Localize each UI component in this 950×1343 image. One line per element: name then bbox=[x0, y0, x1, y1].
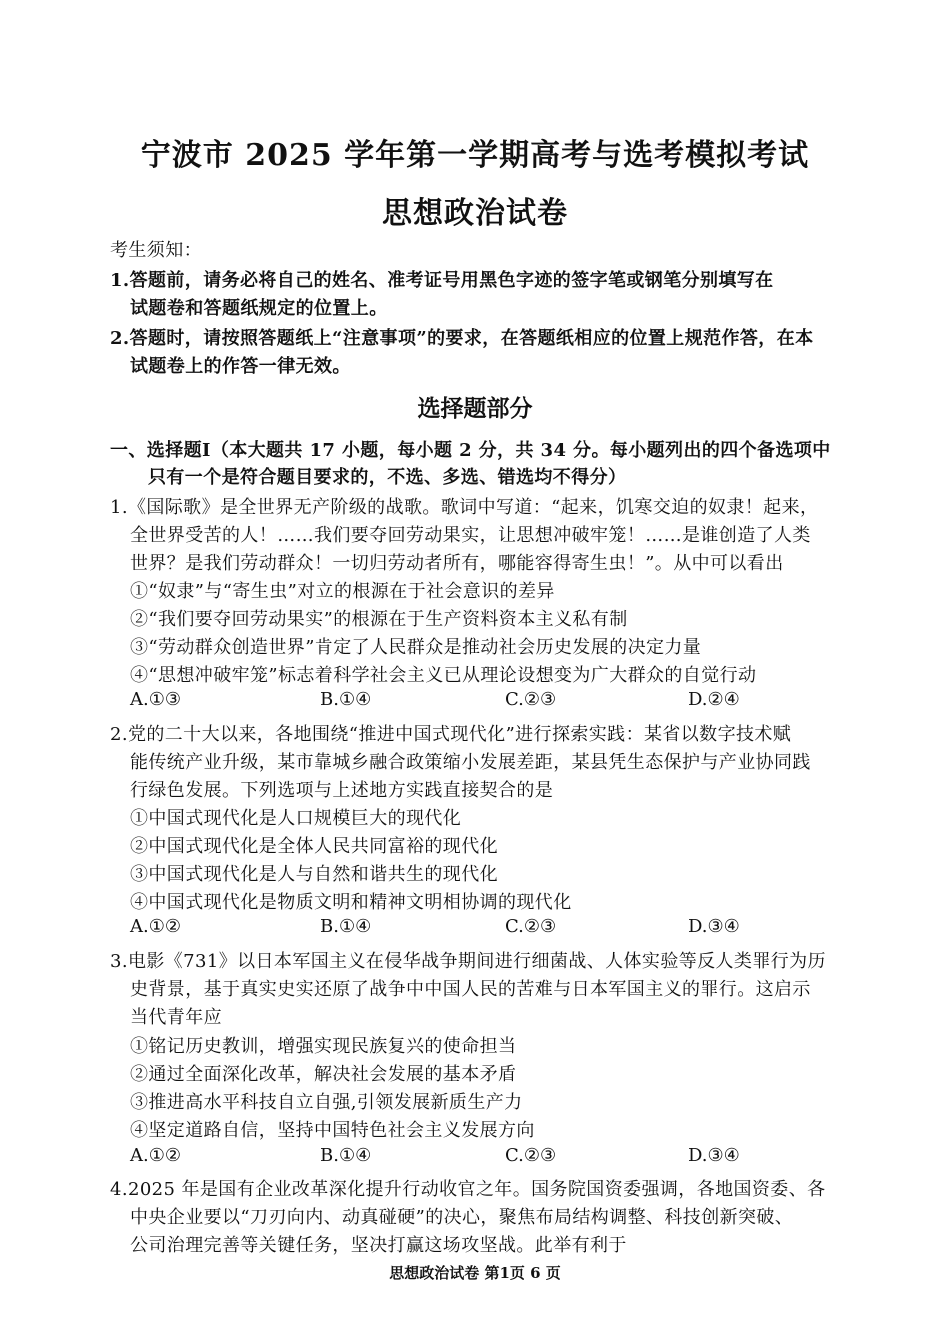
question-3-statement: ③推进高水平科技自立自强,引领发展新质生产力 bbox=[130, 1092, 523, 1113]
question-3-statement: ②通过全面深化改革，解决社会发展的基本矛盾 bbox=[130, 1064, 517, 1085]
question-2-statement: ②中国式现代化是全体人民共同富裕的现代化 bbox=[130, 836, 498, 857]
question-3-line: 3.电影《731》以日本军国主义在侵华战争期间进行细菌战、人体实验等反人类罪行为历 bbox=[110, 951, 826, 972]
question-2-statement: ④中国式现代化是物质文明和精神文明相协调的现代化 bbox=[130, 892, 572, 913]
question-3-option-d: D.③④ bbox=[688, 1145, 740, 1166]
question-3-option-a: A.①② bbox=[130, 1145, 181, 1166]
question-1-option-b: B.①④ bbox=[320, 689, 372, 710]
notice-item-2: 2.答题时，请按照答题纸上“注意事项”的要求，在答题纸相应的位置上规范作答，在本 bbox=[110, 328, 814, 349]
question-2-option-c: C.②③ bbox=[505, 916, 557, 937]
question-3-option-c: C.②③ bbox=[505, 1145, 557, 1166]
notice-item-1-cont: 试题卷和答题纸规定的位置上。 bbox=[130, 298, 388, 319]
question-1-option-d: D.②④ bbox=[688, 689, 740, 710]
page-footer: 思想政治试卷 第1页 6 页 bbox=[389, 1264, 561, 1282]
question-2-line: 行绿色发展。下列选项与上述地方实践直接契合的是 bbox=[130, 780, 554, 801]
question-1-line: 1.《国际歌》是全世界无产阶级的战歌。歌词中写道：“起来，饥寒交迫的奴隶！起来， bbox=[110, 497, 819, 518]
question-3-line: 当代青年应 bbox=[130, 1007, 222, 1028]
question-1-line: 全世界受苦的人！……我们要夺回劳动果实，让思想冲破牢笼！……是谁创造了人类 bbox=[130, 525, 811, 546]
question-1-statement: ④“思想冲破牢笼”标志着科学社会主义已从理论设想变为广大群众的自觉行动 bbox=[130, 665, 757, 686]
notice-item-1: 1.答题前，请务必将自己的姓名、准考证号用黑色字迹的签字笔或钢笔分别填写在 bbox=[110, 270, 774, 291]
question-1-statement: ③“劳动群众创造世界”肯定了人民群众是推动社会历史发展的决定力量 bbox=[130, 637, 702, 658]
question-3-option-b: B.①④ bbox=[320, 1145, 372, 1166]
section-title: 选择题部分 bbox=[417, 395, 533, 422]
question-3-statement: ①铭记历史教训，增强实现民族复兴的使命担当 bbox=[130, 1036, 517, 1057]
question-3-statement: ④坚定道路自信，坚持中国特色社会主义发展方向 bbox=[130, 1120, 535, 1141]
question-1-line: 世界？是我们劳动群众！一切归劳动者所有，哪能容得寄生虫！”。从中可以看出 bbox=[130, 553, 784, 574]
notice-heading: 考生须知： bbox=[110, 240, 202, 261]
question-2-line: 2.党的二十大以来，各地围绕“推进中国式现代化”进行探索实践：某省以数字技术赋 bbox=[110, 724, 792, 745]
exam-subtitle: 思想政治试卷 bbox=[382, 196, 568, 231]
question-2-line: 能传统产业升级，某市靠城乡融合政策缩小发展差距，某县凭生态保护与产业协同践 bbox=[130, 752, 811, 773]
notice-item-2-cont: 试题卷上的作答一律无效。 bbox=[130, 356, 351, 377]
question-2-statement: ③中国式现代化是人与自然和谐共生的现代化 bbox=[130, 864, 498, 885]
question-1-statement: ①“奴隶”与“寄生虫”对立的根源在于社会意识的差异 bbox=[130, 581, 555, 602]
exam-title: 宁波市 2025 学年第一学期高考与选考模拟考试 bbox=[140, 138, 810, 173]
question-2-option-b: B.①④ bbox=[320, 916, 372, 937]
question-2-option-a: A.①② bbox=[130, 916, 181, 937]
part-instructions-cont: 只有一个是符合题目要求的，不选、多选、错选均不得分） bbox=[148, 467, 627, 488]
question-2-option-d: D.③④ bbox=[688, 916, 740, 937]
question-1-option-a: A.①③ bbox=[130, 689, 181, 710]
question-4-line: 公司治理完善等关键任务，坚决打赢这场攻坚战。此举有利于 bbox=[130, 1235, 627, 1256]
part-instructions: 一、选择题Ⅰ（本大题共 17 小题，每小题 2 分，共 34 分。每小题列出的四个备选项中 bbox=[110, 440, 831, 461]
question-4-line: 中央企业要以“刀刃向内、动真碰硬”的决心，聚焦布局结构调整、科技创新突破、 bbox=[130, 1207, 794, 1228]
question-2-statement: ①中国式现代化是人口规模巨大的现代化 bbox=[130, 808, 462, 829]
question-3-line: 史背景，基于真实史实还原了战争中中国人民的苦难与日本军国主义的罪行。这启示 bbox=[130, 979, 811, 1000]
question-1-statement: ②“我们要夺回劳动果实”的根源在于生产资料资本主义私有制 bbox=[130, 609, 628, 630]
question-1-option-c: C.②③ bbox=[505, 689, 557, 710]
question-4-line: 4.2025 年是国有企业改革深化提升行动收官之年。国务院国资委强调，各地国资委、各 bbox=[110, 1179, 826, 1200]
